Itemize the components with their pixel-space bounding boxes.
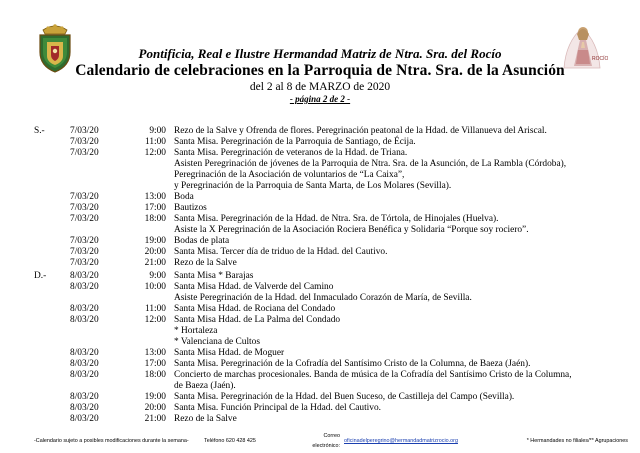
row-description: [174, 403, 624, 414]
row-description-line: Asiste Peregrinación de la Hdad. del Inmaculado Corazón de María, de Sevilla.: [174, 293, 472, 303]
footer-email-label: Correo electrónico:: [312, 433, 340, 449]
row-time: 21:00: [144, 414, 166, 424]
row-description-line: Santa Misa. Peregrinación de la Cofradía del Santísimo Cristo de la Columna, de Baeza (Jaén).: [174, 359, 531, 369]
row-time: 19:00: [144, 236, 166, 246]
row-description-line: Santa Misa. Función Principal de la Hdad. del Cautivo.: [174, 403, 381, 413]
schedule-row: [34, 203, 624, 214]
row-date: 8/03/20: [70, 348, 99, 358]
row-date: 7/03/20: [70, 203, 99, 213]
row-description: [174, 282, 624, 304]
row-time: 17:00: [144, 359, 166, 369]
row-description-line: Boda: [174, 192, 194, 202]
row-description-line: Peregrinación de la Asociación de voluntarios de “La Caixa”,: [174, 170, 405, 180]
schedule-row: [34, 247, 624, 258]
row-description-line: Rezo de la Salve y Ofrenda de flores. Peregrinación peatonal de la Hdad. de Villanueva del Ariscal.: [174, 126, 547, 136]
row-description-line: Asisten Peregrinación de jóvenes de la Parroquia de Ntra. Sra. de la Asunción, de La Rambla (Córdoba),: [174, 159, 567, 169]
page-indicator: - página 2 de 2 -: [289, 94, 351, 104]
row-description-line: * Hortaleza: [174, 326, 218, 336]
svg-text:ROCÍO: ROCÍO: [592, 56, 608, 62]
schedule-row: [34, 403, 624, 414]
row-description: [174, 192, 624, 203]
footer-phone: Teléfono 620 428 425: [204, 438, 256, 444]
row-time: 9:00: [149, 271, 166, 281]
row-date: 8/03/20: [70, 315, 99, 325]
schedule-row: [34, 236, 624, 247]
schedule-row: [34, 258, 624, 269]
row-description-line: y Peregrinación de la Parroquia de Santa Marta, de Los Molares (Sevilla).: [174, 181, 452, 191]
row-date: 7/03/20: [70, 148, 99, 158]
schedule-row: [34, 315, 624, 348]
row-description: [174, 359, 624, 370]
row-description-line: Santa Misa. Peregrinación de veteranos de la Hdad. de Triana.: [174, 148, 408, 158]
row-date: 7/03/20: [70, 137, 99, 147]
row-time: 12:00: [144, 148, 166, 158]
row-time: 17:00: [144, 203, 166, 213]
row-description-line: Santa Misa. Tercer día de triduo de la Hdad. del Cautivo.: [174, 247, 388, 257]
row-description: [174, 258, 624, 269]
row-time: 20:00: [144, 247, 166, 257]
row-time: 18:00: [144, 370, 166, 380]
row-date: 8/03/20: [70, 282, 99, 292]
row-description: [174, 126, 624, 137]
row-date: 7/03/20: [70, 214, 99, 224]
row-time: 18:00: [144, 214, 166, 224]
row-time: 12:00: [144, 315, 166, 325]
row-time: 11:00: [144, 137, 166, 147]
row-description-line: Rezo de la Salve: [174, 414, 237, 424]
schedule-row: [34, 148, 624, 192]
row-date: 8/03/20: [70, 271, 99, 281]
row-description-line: Santa Misa. Peregrinación de la Hdad. del Buen Suceso, de Castilleja del Campo (Sevilla).: [174, 392, 515, 402]
schedule-row: [34, 359, 624, 370]
row-description: [174, 203, 624, 214]
row-date: 7/03/20: [70, 192, 99, 202]
row-description: [174, 370, 624, 392]
document-header: [0, 46, 640, 105]
row-date: 8/03/20: [70, 403, 99, 413]
row-date: 8/03/20: [70, 370, 99, 380]
row-description-line: * Valenciana de Cultos: [174, 337, 261, 347]
row-description-line: Santa Misa Hdad. de Moguer: [174, 348, 285, 358]
row-date: 8/03/20: [70, 304, 99, 314]
row-description: [174, 148, 624, 192]
row-time: 20:00: [144, 403, 166, 413]
row-date: 8/03/20: [70, 392, 99, 402]
row-time: 10:00: [144, 282, 166, 292]
row-description-line: de Baeza (Jaén).: [174, 381, 236, 391]
schedule-row: [34, 137, 624, 148]
brotherhood-name: Pontificia, Real e Ilustre Hermandad Matriz de Ntra. Sra. del Rocío: [138, 46, 502, 61]
schedule-row: [34, 348, 624, 359]
row-date: 7/03/20: [70, 258, 99, 268]
footer-email-link[interactable]: oficinadelperegrino@hermandadmatrizrocio.org: [344, 438, 458, 444]
row-date: 7/03/20: [70, 126, 99, 136]
schedule-row: [34, 271, 624, 282]
schedule-row: [34, 192, 624, 203]
row-description-line: Santa Misa Hdad. de La Palma del Condado: [174, 315, 341, 325]
schedule-row: [34, 282, 624, 304]
footer-legend: * Hermandades no filiales/** Agrupaciones: [526, 438, 628, 444]
row-time: 19:00: [144, 392, 166, 402]
row-time: 13:00: [144, 192, 166, 202]
row-day: S.-: [34, 126, 45, 136]
row-description: [174, 247, 624, 258]
row-date: 8/03/20: [70, 359, 99, 369]
row-date: 7/03/20: [70, 236, 99, 246]
row-date: 7/03/20: [70, 247, 99, 257]
row-description: [174, 304, 624, 315]
schedule-row: [34, 304, 624, 315]
schedule-row: [34, 214, 624, 236]
row-description-line: Bautizos: [174, 203, 207, 213]
calendar-title: Calendario de celebraciones en la Parroquia de Ntra. Sra. de la Asunción: [75, 62, 565, 79]
row-description-line: Bodas de plata: [174, 236, 230, 246]
row-description-line: Rezo de la Salve: [174, 258, 237, 268]
row-description: [174, 214, 624, 236]
row-description: [174, 271, 624, 282]
row-time: 11:00: [144, 304, 166, 314]
row-date: 8/03/20: [70, 414, 99, 424]
row-description-line: Concierto de marchas procesionales. Banda de música de la Cofradía del Santísimo Cristo de la Columna,: [174, 370, 572, 380]
row-description-line: Santa Misa. Peregrinación de la Hdad. de Ntra. Sra. de Tórtola, de Hinojales (Huelva).: [174, 214, 499, 224]
schedule-row: [34, 392, 624, 403]
schedule-row: [34, 370, 624, 392]
row-description: [174, 315, 624, 348]
row-time: 13:00: [144, 348, 166, 358]
row-description: [174, 414, 624, 425]
schedule-row: [34, 414, 624, 425]
row-time: 9:00: [149, 126, 166, 136]
row-description: [174, 236, 624, 247]
footer-note: -Calendario sujeto a posibles modificaciones durante la semana-: [34, 438, 189, 444]
row-description: [174, 348, 624, 359]
row-description-line: Santa Misa. Peregrinación de la Parroquia de Santiago, de Écija.: [174, 137, 416, 147]
row-time: 21:00: [144, 258, 166, 268]
row-description-line: Santa Misa * Barajas: [174, 271, 254, 281]
row-description: [174, 137, 624, 148]
schedule-row: [34, 126, 624, 137]
date-range: del 2 al 8 de MARZO de 2020: [249, 81, 391, 93]
row-description-line: Santa Misa Hdad. de Valverde del Camino: [174, 282, 334, 292]
row-description-line: Santa Misa Hdad. de Rociana del Condado: [174, 304, 336, 314]
schedule-table: [34, 126, 624, 425]
row-description: [174, 392, 624, 403]
row-description-line: Asiste la X Peregrinación de la Asociación Rociera Benéfica y Solidaria “Porque soy rociero”.: [174, 225, 529, 235]
row-day: D.-: [34, 271, 47, 281]
document-footer: [34, 433, 628, 449]
